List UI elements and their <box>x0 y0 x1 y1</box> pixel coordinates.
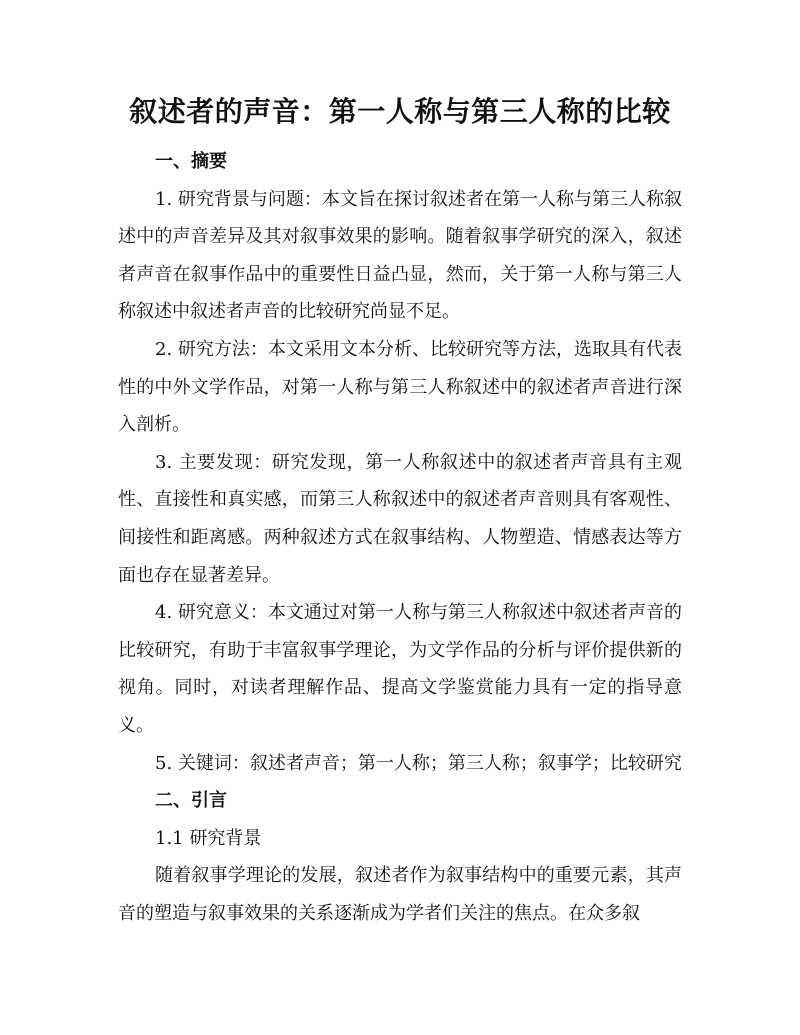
section-heading-abstract: 一、摘要 <box>155 151 227 172</box>
document-body <box>118 143 682 932</box>
introduction-paragraph: 随着叙事学理论的发展，叙述者作为叙事结构中的重要元素，其声音的塑造与叙事效果的关系逐渐成为学者们关注的焦点。在众多叙 <box>118 865 682 924</box>
subsection-heading-background: 1.1 研究背景 <box>155 827 262 849</box>
abstract-item-background: 1. 研究背景与问题：本文旨在探讨叙述者在第一人称与第三人称叙述中的声音差异及其对叙事效果的影响。随着叙事学研究的深入，叙述者声音在叙事作品中的重要性日益凸显，然而，关于第一人称与第三人称叙述中叙述者声音的比较研究尚显不足。 <box>118 188 682 323</box>
document-title: 叙述者的声音：第一人称与第三人称的比较 <box>129 95 671 128</box>
abstract-item-significance: 4. 研究意义：本文通过对第一人称与第三人称叙述中叙述者声音的比较研究，有助于丰富叙事学理论，为文学作品的分析与评价提供新的视角。同时，对读者理解作品、提高文学鉴赏能力具有一定的指导意义。 <box>118 602 682 736</box>
abstract-item-method: 2. 研究方法：本文采用文本分析、比较研究等方法，选取具有代表性的中外文学作品，对第一人称与第三人称叙述中的叙述者声音进行深入剖析。 <box>118 338 682 436</box>
abstract-item-findings: 3. 主要发现：研究发现，第一人称叙述中的叙述者声音具有主观性、直接性和真实感，而第三人称叙述中的叙述者声音则具有客观性、间接性和距离感。两种叙述方式在叙事结构、人物塑造、情感表达等方面也存在显著差异。 <box>118 451 682 586</box>
section-heading-introduction: 二、引言 <box>155 790 227 812</box>
abstract-item-keywords: 5. 关键词：叙述者声音；第一人称；第三人称；叙事学；比较研究 <box>155 752 682 774</box>
